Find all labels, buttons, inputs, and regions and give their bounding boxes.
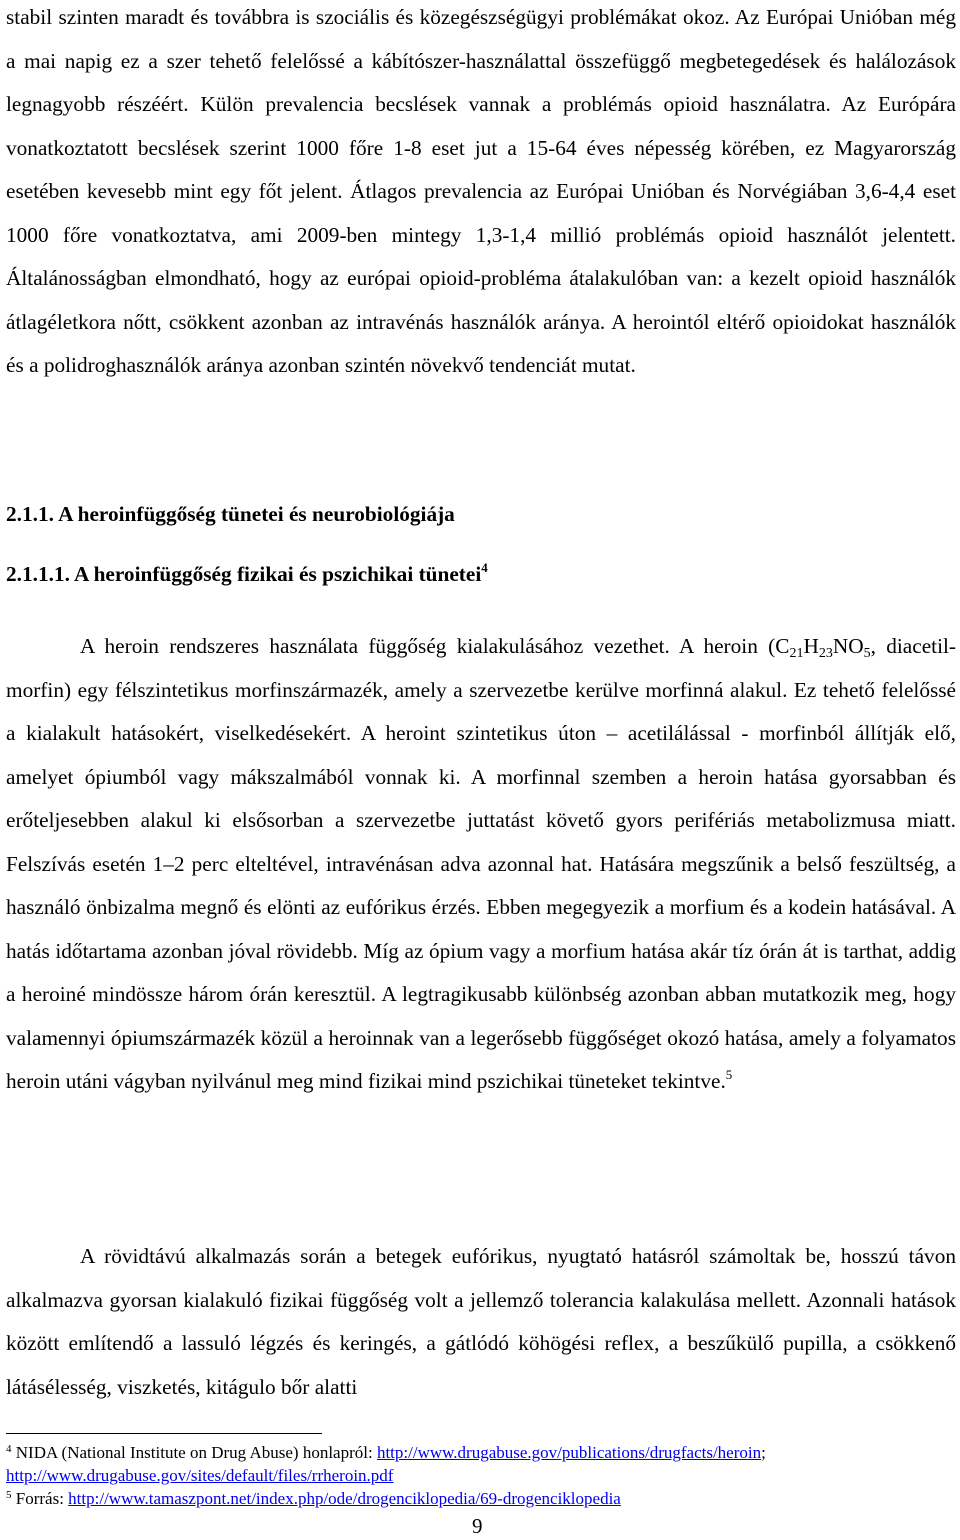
formula-subscript-c: 21 <box>789 646 804 661</box>
footnote-4-link-rrheroin[interactable]: http://www.drugabuse.gov/sites/default/files/rrheroin.pdf <box>6 1466 394 1485</box>
paragraph2-text-1: A heroin rendszeres használata függőség kialakulásához vezethet. A heroin (C <box>80 634 790 658</box>
footnote-ref-5[interactable]: 5 <box>725 1067 733 1082</box>
footnote-4-number: 4 <box>6 1443 12 1455</box>
footnote-5-link-tamaszpont[interactable]: http://www.tamaszpont.net/index.php/ode/drogenciklopedia/69-drogenciklopedia <box>68 1489 621 1508</box>
subsection-heading-text: 2.1.1.1. A heroinfüggőség fizikai és pszichikai tünetei <box>6 562 482 586</box>
footnotes <box>6 1441 956 1510</box>
footnote-4-text: NIDA (National Institute on Drug Abuse) honlapról: <box>15 1443 377 1462</box>
footnote-5-text: Forrás: <box>15 1489 69 1508</box>
footnote-ref-4[interactable]: 4 <box>481 560 488 575</box>
page-number: 9 <box>472 1514 483 1538</box>
paragraph-opioid-prevalence: stabil szinten maradt és továbbra is szociális és közegészségügyi problémákat okoz. Az Európai Unióban még a mai napig ez a szer tehető felelőssé a kábítószer-használattal összefüggő megbetegedések és halálozások legnagyobb részéért. Külön prevalencia becslések vannak a problémás opioid használatra. Az Európára vonatkoztatott becslések szerint 1000 főre 1-8 eset jut a 15-64 éves népesség körében, ez Magyarország esetében kevesebb mint egy főt jelent. Átlagos prevalencia az Európai Unióban és Norvégiában 3,6-4,4 eset 1000 főre vonatkoztatva, ami 2009-ben mintegy 1,3-1,4 millió problémás opioid használót jelentett. Általánosságban elmondható, hogy az európai opioid-probléma átalakulóban van: a kezelt opioid használók átlagéletkora nőtt, csökkent azonban az intravénás használók aránya. A herointól eltérő opioidokat használók és a polidroghasználók aránya azonban szintén növekvő tendenciát mutat. <box>6 5 956 377</box>
footnote-4 <box>6 1441 956 1487</box>
paragraph2-text-4: , diacetil-morfin) egy félszintetikus morfinszármazék, amely a szervezetbe kerülve morfinná alakul. Ez tehető felelőssé a kialakult hatásokért, viselkedésekért. A heroint szintetikus úton – acetilálással - morfinból állítják elő, amelyet ópiumból vagy mákszalmából vonnak ki. A morfinnal szemben a heroin hatása gyorsabban és erőteljesebben alakul ki elsősorban a szervezetbe juttatást követő gyors perifériás metabolizmusa miatt. Felszívás esetén 1–2 perc elteltével, intravénásan adva azonnal hat. Hatására megszűnik a belső feszültség, a használó önbizalma megnő és elönti az eufórikus érzés. Ebben megegyezik a morfium és a kodein hatásával. A hatás időtartama azonban jóval rövidebb. Míg az ópium vagy a morfium hatása akár tíz órán át is tarthat, addig a heroiné mindössze három órán keresztül. A legtragikusabb különbség azonban abban mutatkozik meg, hogy valamennyi ópiumszármazék közül a heroinnak van a legerősebb függőséget okozó hatása, amely a folyamatos heroin utáni vágyban nyilvánul meg mind fizikai mind pszichikai tüneteket tekintve. <box>6 634 956 1093</box>
footnote-divider <box>6 1433 322 1434</box>
paragraph2-text-2: H <box>803 634 819 658</box>
footnote-4-separator: ; <box>761 1443 766 1462</box>
formula-subscript-h: 23 <box>818 646 833 661</box>
paragraph2-text-3: NO <box>832 634 864 658</box>
footnote-4-link-drugfacts[interactable]: http://www.drugabuse.gov/publications/drugfacts/heroin <box>376 1443 762 1462</box>
subsection-heading-symptoms <box>6 556 488 592</box>
section-heading-heroin-dependence: 2.1.1. A heroinfüggőség tünetei és neurobiológiája <box>6 502 455 526</box>
footnote-5-number: 5 <box>6 1489 12 1501</box>
paragraph-short-term-effects: A rövidtávú alkalmazás során a betegek eufórikus, nyugtató hatásról számoltak be, hosszú távon alkalmazva gyorsan kialakuló fizikai függőség volt a jellemző tolerancia kalakulása mellett. Azonnali hatások között említendő a lassuló légzés és keringés, a gátlódó köhögési reflex, a beszűkülő pupilla, a csökkenő látásélesség, viszketés, kitágulo bőr alatti <box>6 1244 956 1399</box>
paragraph-heroin-description <box>6 625 956 1104</box>
formula-subscript-o: 5 <box>863 646 871 661</box>
footnote-5 <box>6 1487 956 1510</box>
